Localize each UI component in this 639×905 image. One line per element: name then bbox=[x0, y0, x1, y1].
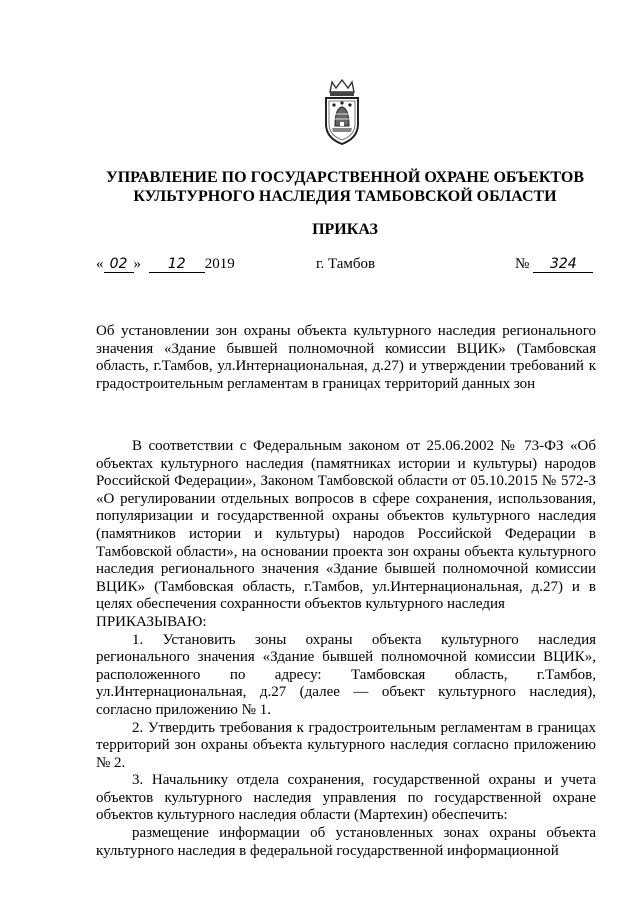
number-handwritten: 324 bbox=[533, 256, 593, 273]
preamble-paragraph: В соответствии с Федеральным законом от 25.06.2002 № 73-ФЗ «Об объектах культурного наследия (памятниках истории и культуры) народов Российской Федерации», Законом Тамбовской области от 05.10.2015 № 572-З «О регулировании отдельных вопросов в сфере сохранения, использования, популяризации и государственной охраны объектов культурного наследия (памятников истории и культуры) народов Российской Федерации в Тамбовской области», на основании проекта зон охраны объекта культурного наследия регионального значения «Здание бывшей полномочной комиссии ВЦИК» (Тамбовская область, г.Тамбов, ул.Интернациональная, д.27) и в целях обеспечения сохранности объектов культурного наследия bbox=[96, 438, 596, 613]
item-3-subparagraph: размещение информации об установленных зонах охраны объекта культурного наследия в федеральной государственной информационной bbox=[96, 825, 596, 859]
organization-name-line1: УПРАВЛЕНИЕ ПО ГОСУДАРСТВЕННОЙ ОХРАНЕ ОБЪЕКТОВ bbox=[105, 169, 584, 186]
organization-name-line2: КУЛЬТУРНОГО НАСЛЕДИЯ ТАМБОВСКОЙ ОБЛАСТИ bbox=[133, 188, 557, 205]
item-2-paragraph: 2. Утвердить требования к градостроительным регламентам в границах территорий зон охраны объекта культурного наследия согласно приложению № 2. bbox=[96, 719, 596, 771]
number-prefix: № bbox=[515, 256, 530, 272]
date-quote-close: » bbox=[133, 256, 141, 272]
tambov-coat-of-arms-icon bbox=[318, 78, 366, 146]
date-year: 2019 bbox=[204, 256, 235, 272]
order-city: г. Тамбов bbox=[316, 256, 376, 272]
order-body bbox=[96, 438, 596, 860]
item-3-paragraph: 3. Начальнику отдела сохранения, государственной охраны и учета объектов культурного наследия управления по государственной охране объектов культурного наследия области (Мартехин) обеспечить: bbox=[96, 772, 596, 824]
date-month-handwritten: 12 bbox=[149, 256, 205, 273]
order-word: ПРИКАЗЫВАЮ: bbox=[96, 613, 207, 630]
order-subject: Об установлении зон охраны объекта культурного наследия регионального значения «Здание бывшей полномочной комиссии ВЦИК» (Тамбовская область, г.Тамбов, ул.Интернациональная, д.27) и утверждении требований к градостроительным регламентам в границах территорий данных зон bbox=[96, 323, 596, 392]
date-day-handwritten: 02 bbox=[104, 256, 134, 273]
date-quote-open: « bbox=[96, 256, 104, 272]
order-date bbox=[96, 256, 235, 273]
order-number bbox=[515, 256, 593, 273]
order-title: ПРИКАЗ bbox=[312, 221, 378, 238]
item-1-paragraph: 1. Установить зоны охраны объекта культурного наследия регионального значения «Здание бывшей полномочной комиссии ВЦИК», расположенного по адресу: Тамбовская область, г.Тамбов, ул.Интернациональная, д.27 (далее — объект культурного наследия), согласно приложению № 1. bbox=[96, 631, 596, 718]
